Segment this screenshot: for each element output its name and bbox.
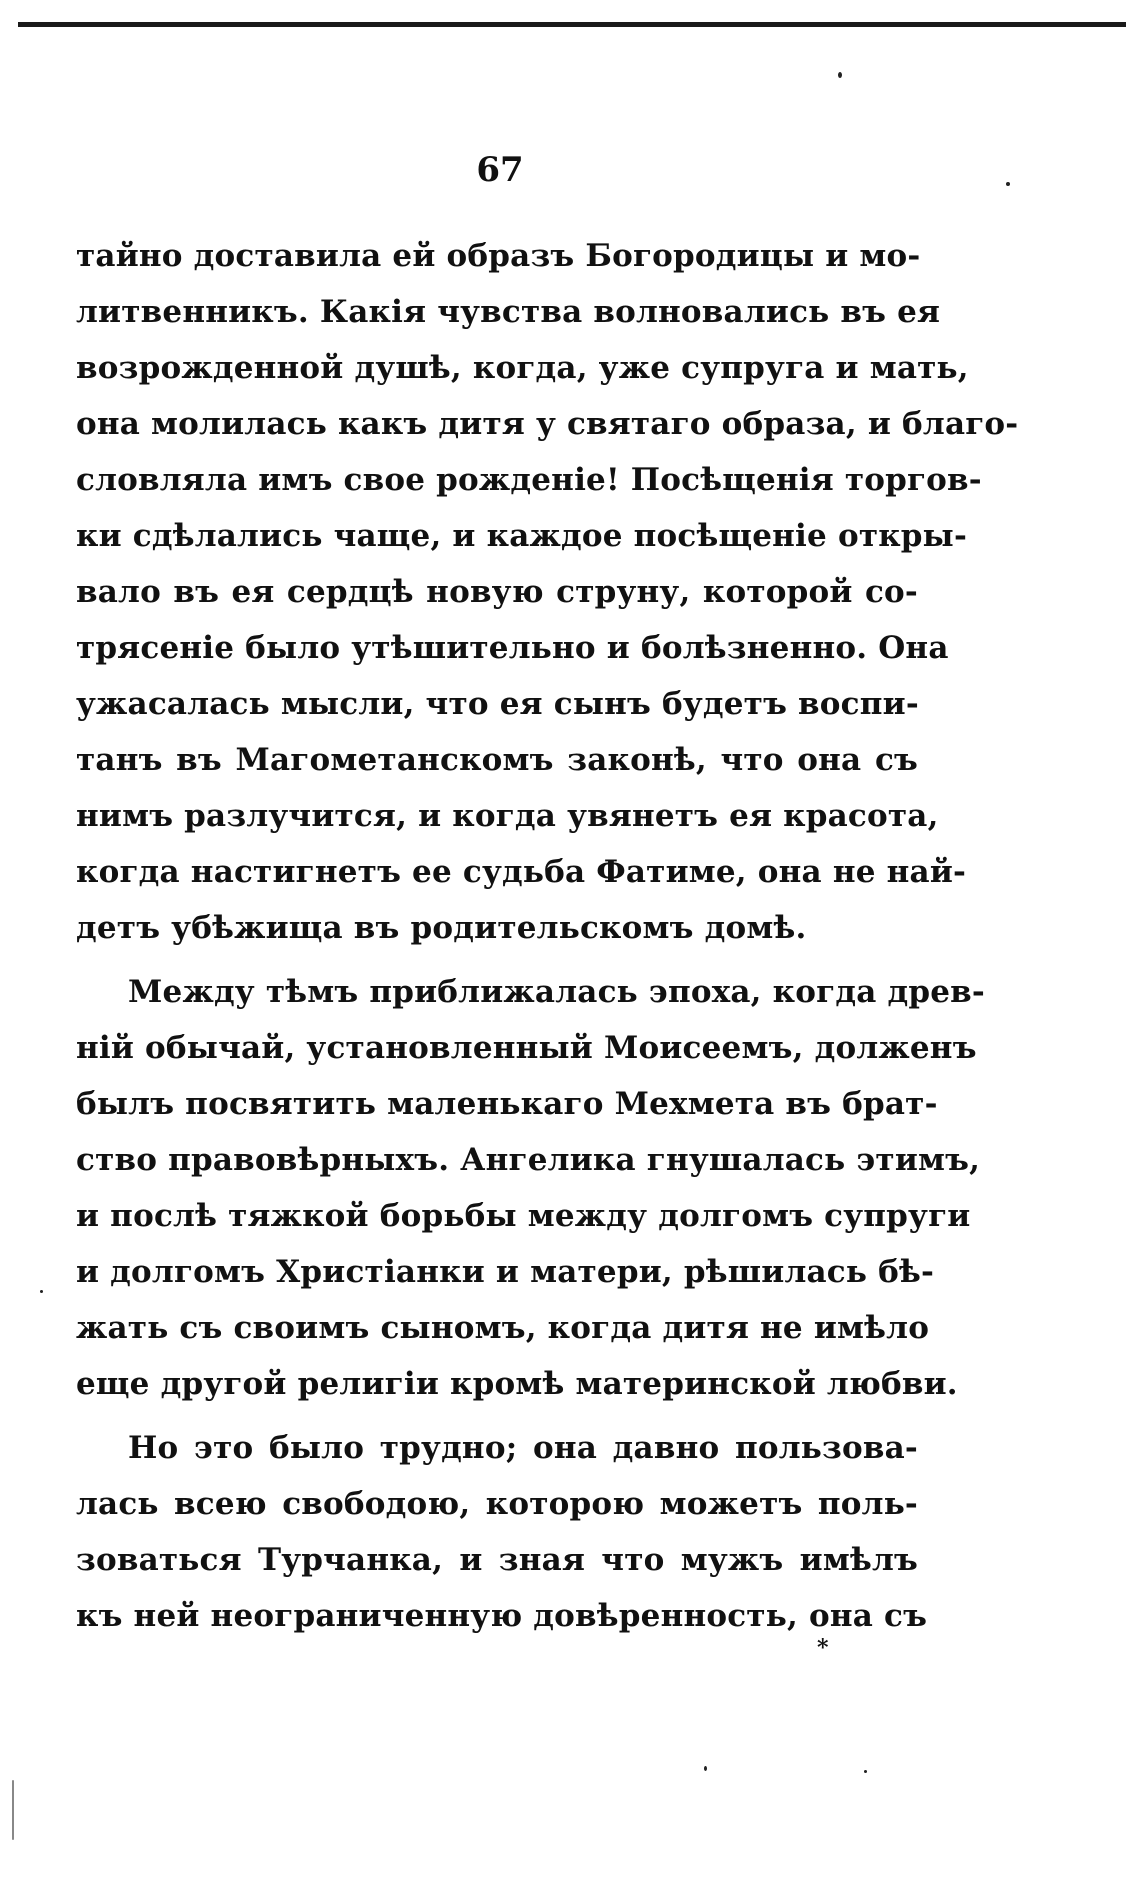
scan-speck	[1006, 182, 1010, 186]
top-rule	[18, 22, 1126, 27]
scan-speck	[838, 72, 842, 78]
text-line: и долгомъ Христіанки и матери, рѣшилась бѣ-	[76, 1254, 935, 1290]
text-line: она молилась какъ дитя у святаго образа, и благо-	[76, 406, 1019, 442]
text-line: нимъ разлучится, и когда увянетъ ея красота,	[76, 798, 939, 834]
text-line: вало въ ея сердцѣ новую струну, которой со-	[76, 574, 918, 610]
text-line: ній обычай, установленный Моисеемъ, долженъ	[76, 1030, 977, 1066]
text-line: детъ убѣжища въ родительскомъ домѣ.	[76, 910, 807, 946]
scan-speck	[704, 1766, 707, 1771]
text-line: трясеніе было утѣшительно и болѣзненно. Она	[76, 630, 949, 666]
text-line: словляла имъ свое рожденіе! Посѣщенія торгов-	[76, 462, 982, 498]
text-line: литвенникъ. Какія чувства волновались въ ея	[76, 294, 941, 330]
scan-speck	[864, 1770, 867, 1773]
page-number: 67	[476, 150, 524, 190]
text-line: ство правовѣрныхъ. Ангелика гнушалась этимъ,	[76, 1142, 981, 1178]
text-line: еще другой религіи кромѣ материнской любви.	[76, 1366, 958, 1402]
footer-mark: *	[817, 1635, 829, 1661]
text-line: возрожденной душѣ, когда, уже супруга и мать,	[76, 350, 969, 386]
text-line: ужасалась мысли, что ея сынъ будетъ воспи-	[76, 686, 919, 722]
text-line: былъ посвятить маленькаго Мехмета въ брат-	[76, 1086, 938, 1122]
text-line: Между тѣмъ приближалась эпоха, когда древ-	[128, 974, 985, 1010]
paragraph-1	[76, 228, 1019, 956]
text-line: къ ней неограниченную довѣренность, она съ	[76, 1598, 928, 1634]
text-line: тайно доставила ей образъ Богородицы и мо-	[76, 238, 921, 274]
paragraph-2	[76, 964, 985, 1412]
text-line: и послѣ тяжкой борьбы между долгомъ супруги	[76, 1198, 971, 1234]
text-line: жать съ своимъ сыномъ, когда дитя не имѣло	[76, 1310, 930, 1346]
text-line: когда настигнетъ ее судьба Фатиме, она не най-	[76, 854, 967, 890]
text-line: Но это было трудно; она давно пользова-	[128, 1430, 918, 1466]
scan-speck	[40, 1290, 43, 1293]
text-line: ки сдѣлались чаще, и каждое посѣщеніе откры-	[76, 518, 968, 554]
text-line: зоваться Турчанка, и зная что мужъ имѣлъ	[76, 1542, 918, 1578]
body-text	[76, 228, 1019, 1644]
text-line: лась всею свободою, которою можетъ поль-	[76, 1486, 918, 1522]
scan-speck	[12, 1780, 14, 1840]
paragraph-3	[76, 1420, 928, 1644]
text-line: танъ въ Магометанскомъ законѣ, что она съ	[76, 742, 918, 778]
